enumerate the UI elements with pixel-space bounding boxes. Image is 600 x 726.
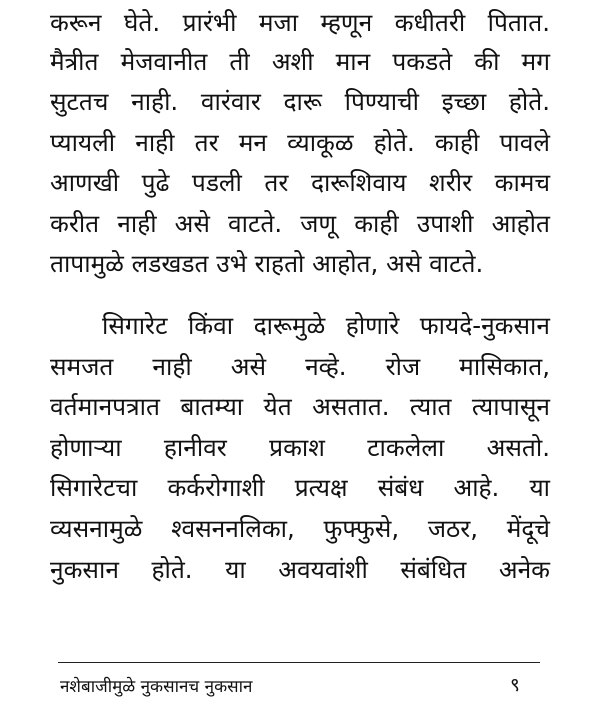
text-line: व्यसनामुळे श्वसननलिका, फुफ्फुसे, जठर, मेंदूचे bbox=[50, 514, 550, 543]
text-line: तापामुळे लडखडत उभे राहतो आहोत, असे वाटते. bbox=[50, 249, 484, 278]
text-line: करीत नाही असे वाटते. जणू काही उपाशी आहोत bbox=[50, 209, 550, 238]
text-line: सुटतच नाही. वारंवार दारू पिण्याची इच्छा होते. bbox=[50, 87, 550, 116]
text-line: प्यायली नाही तर मन व्याकूळ होते. काही पावले bbox=[50, 128, 550, 157]
page-number: ९ bbox=[510, 674, 520, 696]
text-line: होणाऱ्या हानीवर प्रकाश टाकलेला असतो. bbox=[50, 433, 550, 462]
text-line: सिगारेट किंवा दारूमुळे होणारे फायदे-नुकसान bbox=[102, 311, 550, 340]
footer-divider bbox=[58, 662, 540, 663]
text-line: आणखी पुढे पडली तर दारूशिवाय शरीर कामच bbox=[50, 168, 550, 197]
text-line: करून घेते. प्रारंभी मजा म्हणून कधीतरी पितात. bbox=[50, 8, 550, 37]
text-line: सिगारेटचा कर्करोगाशी प्रत्यक्ष संबंध आहे. या bbox=[50, 473, 550, 502]
text-line: मैत्रीत मेजवानीत ती अशी मान पकडते की मग bbox=[50, 47, 550, 76]
text-line: वर्तमानपत्रात बातम्या येत असतात. त्यात त्यापासून bbox=[50, 392, 550, 421]
text-line: नुकसान होते. या अवयवांशी संबंधित अनेक bbox=[50, 555, 550, 584]
text-line: समजत नाही असे नव्हे. रोज मासिकात, bbox=[50, 352, 550, 381]
running-footer-title: नशेबाजीमुळे नुकसानच नुकसान bbox=[60, 677, 253, 697]
